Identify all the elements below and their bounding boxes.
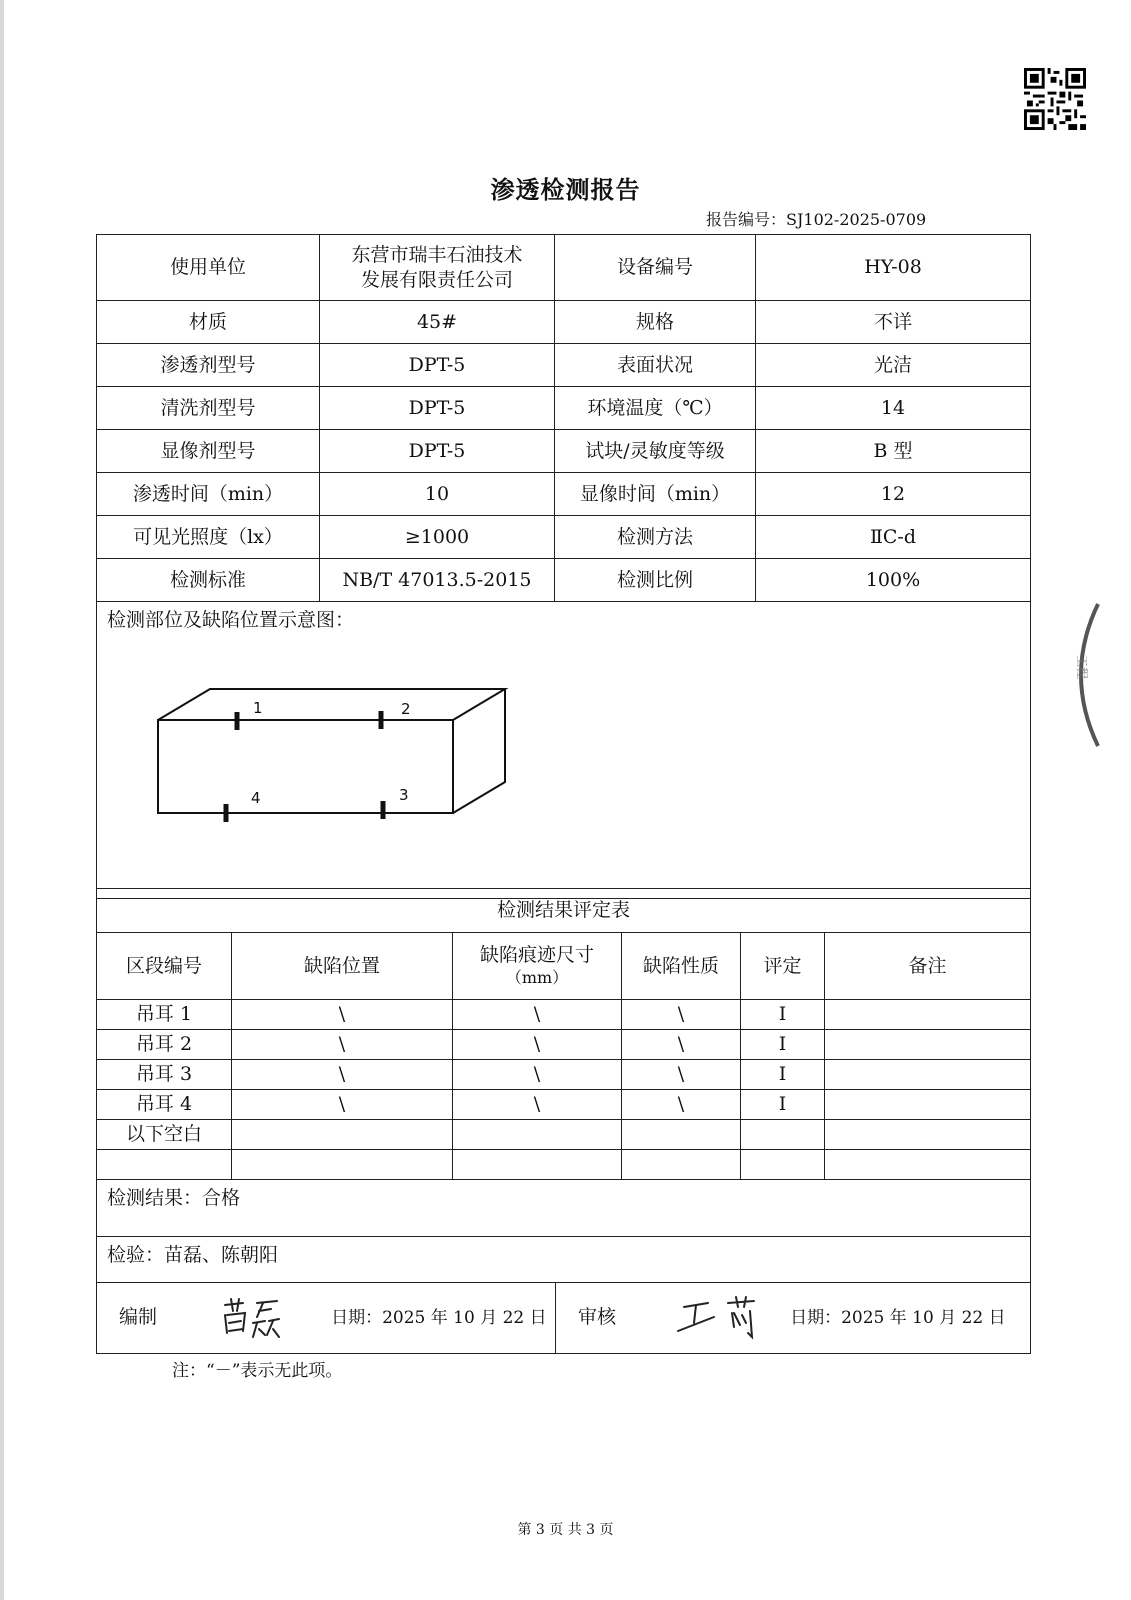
conclusion-text: 检测结果：合格 bbox=[97, 1180, 1031, 1237]
info-label: 检测方法 bbox=[555, 516, 756, 559]
cell-remark bbox=[825, 1000, 1031, 1030]
info-value: 光洁 bbox=[756, 344, 1031, 387]
header-position: 缺陷位置 bbox=[232, 933, 453, 1000]
box-side-face bbox=[453, 689, 505, 813]
reviewed-signature-icon bbox=[674, 1293, 784, 1343]
cell-section: 以下空白 bbox=[97, 1120, 232, 1150]
info-row bbox=[97, 344, 1031, 387]
info-value: 45# bbox=[320, 301, 555, 344]
info-label: 材质 bbox=[97, 301, 320, 344]
marker-4-label: 4 bbox=[251, 789, 261, 807]
cell-section: 吊耳 2 bbox=[97, 1030, 232, 1060]
inspectors-text: 检验：苗磊、陈朝阳 bbox=[97, 1237, 1031, 1283]
info-value-line: 东营市瑞丰石油技术 bbox=[351, 243, 523, 266]
cell-grade bbox=[741, 1120, 825, 1150]
info-value: 100% bbox=[756, 559, 1031, 602]
cell-remark bbox=[825, 1060, 1031, 1090]
seal-stamp-icon bbox=[1068, 600, 1108, 750]
info-label: 表面状况 bbox=[555, 344, 756, 387]
cell-grade: I bbox=[741, 1090, 825, 1120]
cell-section: 吊耳 1 bbox=[97, 1000, 232, 1030]
cell-remark bbox=[825, 1030, 1031, 1060]
info-value: 10 bbox=[320, 473, 555, 516]
info-value bbox=[320, 235, 555, 301]
conclusion-row bbox=[97, 1180, 1031, 1237]
cell-position bbox=[232, 1120, 453, 1150]
info-label: 规格 bbox=[555, 301, 756, 344]
info-value: ≥1000 bbox=[320, 516, 555, 559]
table-row bbox=[97, 1060, 1031, 1090]
prepared-cell bbox=[97, 1283, 556, 1354]
table-row bbox=[97, 1030, 1031, 1060]
lifting-lug-diagram bbox=[153, 688, 513, 838]
cell-position: \ bbox=[232, 1060, 453, 1090]
prepared-date: 日期：2025 年 10 月 22 日 bbox=[331, 1308, 547, 1328]
cell-size: \ bbox=[453, 1090, 622, 1120]
diagram-row bbox=[97, 602, 1031, 899]
info-label: 环境温度（℃） bbox=[555, 387, 756, 430]
info-row bbox=[97, 430, 1031, 473]
cell-size: \ bbox=[453, 1030, 622, 1060]
diagram-cell bbox=[97, 602, 1031, 899]
info-value: DPT-5 bbox=[320, 430, 555, 473]
qr-code-icon bbox=[1024, 68, 1086, 130]
document-title: 渗透检测报告 bbox=[490, 176, 641, 204]
results-title: 检测结果评定表 bbox=[97, 889, 1031, 933]
cell-nature: \ bbox=[622, 1060, 741, 1090]
table-row bbox=[97, 1090, 1031, 1120]
info-row bbox=[97, 559, 1031, 602]
results-title-row bbox=[97, 889, 1031, 933]
cell-remark bbox=[825, 1120, 1031, 1150]
marker-2-label: 2 bbox=[401, 700, 411, 718]
info-value: DPT-5 bbox=[320, 344, 555, 387]
marker-1-label: 1 bbox=[253, 699, 263, 717]
box-top-face bbox=[158, 689, 505, 720]
info-label: 检测比例 bbox=[555, 559, 756, 602]
cell-section: 吊耳 3 bbox=[97, 1060, 232, 1090]
cell-section: 吊耳 4 bbox=[97, 1090, 232, 1120]
cell-nature: \ bbox=[622, 1030, 741, 1060]
info-row bbox=[97, 516, 1031, 559]
info-label: 渗透时间（min） bbox=[97, 473, 320, 516]
cell-grade bbox=[741, 1150, 825, 1180]
cell-grade: I bbox=[741, 1000, 825, 1030]
signoff-row bbox=[97, 1283, 1031, 1354]
cell-position: \ bbox=[232, 1030, 453, 1060]
cell-size: \ bbox=[453, 1060, 622, 1090]
cell-position: \ bbox=[232, 1000, 453, 1030]
inspectors-row bbox=[97, 1237, 1031, 1283]
info-value: B 型 bbox=[756, 430, 1031, 473]
cell-position bbox=[232, 1150, 453, 1180]
page-edge bbox=[0, 0, 4, 1600]
header-remark: 备注 bbox=[825, 933, 1031, 1000]
info-row bbox=[97, 473, 1031, 516]
info-label: 显像时间（min） bbox=[555, 473, 756, 516]
header-section: 区段编号 bbox=[97, 933, 232, 1000]
info-value: 12 bbox=[756, 473, 1031, 516]
info-label: 可见光照度（lx） bbox=[97, 516, 320, 559]
info-value-line: 发展有限责任公司 bbox=[360, 268, 513, 291]
diagram-label: 检测部位及缺陷位置示意图： bbox=[107, 609, 355, 631]
header-grade: 评定 bbox=[741, 933, 825, 1000]
info-label: 显像剂型号 bbox=[97, 430, 320, 473]
info-label: 检测标准 bbox=[97, 559, 320, 602]
header-size-unit: （mm） bbox=[505, 967, 569, 987]
report-number-value: SJ102-2025-0709 bbox=[786, 210, 927, 229]
cell-size bbox=[453, 1120, 622, 1150]
info-value: 14 bbox=[756, 387, 1031, 430]
info-row bbox=[97, 235, 1031, 301]
cell-section bbox=[97, 1150, 232, 1180]
header-nature: 缺陷性质 bbox=[622, 933, 741, 1000]
info-value: ⅡC-d bbox=[756, 516, 1031, 559]
cell-size bbox=[453, 1150, 622, 1180]
cell-nature: \ bbox=[622, 1000, 741, 1030]
info-value: DPT-5 bbox=[320, 387, 555, 430]
signoff-table bbox=[96, 1282, 1031, 1354]
reviewed-label: 审核 bbox=[578, 1306, 617, 1328]
cell-remark bbox=[825, 1150, 1031, 1180]
results-header-row bbox=[97, 933, 1031, 1000]
reviewed-date: 日期：2025 年 10 月 22 日 bbox=[790, 1308, 1006, 1328]
cell-nature: \ bbox=[622, 1090, 741, 1120]
box-front-face bbox=[158, 720, 453, 813]
info-label: 使用单位 bbox=[97, 235, 320, 301]
info-row bbox=[97, 387, 1031, 430]
cell-grade: I bbox=[741, 1030, 825, 1060]
page-footer: 第 3 页 共 3 页 bbox=[517, 1522, 614, 1538]
footnote: 注：“－”表示无此项。 bbox=[172, 1361, 343, 1381]
header-size-line: 缺陷痕迹尺寸 bbox=[479, 944, 594, 967]
info-value: 不详 bbox=[756, 301, 1031, 344]
info-row bbox=[97, 301, 1031, 344]
info-value: HY-08 bbox=[756, 235, 1031, 301]
marker-3-label: 3 bbox=[399, 786, 409, 804]
cell-grade: I bbox=[741, 1060, 825, 1090]
results-table bbox=[96, 888, 1031, 1283]
prepared-signature-icon bbox=[215, 1293, 325, 1343]
cell-nature bbox=[622, 1120, 741, 1150]
info-label: 渗透剂型号 bbox=[97, 344, 320, 387]
cell-nature bbox=[622, 1150, 741, 1180]
header-size bbox=[453, 933, 622, 1000]
reviewed-cell bbox=[556, 1283, 1031, 1354]
cell-position: \ bbox=[232, 1090, 453, 1120]
info-label: 设备编号 bbox=[555, 235, 756, 301]
report-number-label: 报告编号： bbox=[706, 210, 787, 229]
info-label: 试块/灵敏度等级 bbox=[555, 430, 756, 473]
report-number bbox=[706, 207, 926, 230]
info-label: 清洗剂型号 bbox=[97, 387, 320, 430]
table-row bbox=[97, 1000, 1031, 1030]
diagram-area bbox=[107, 608, 1030, 898]
cell-remark bbox=[825, 1090, 1031, 1120]
prepared-label: 编制 bbox=[119, 1306, 158, 1328]
info-table bbox=[96, 234, 1031, 899]
svg-text:工程: 工程 bbox=[1075, 655, 1089, 680]
table-row bbox=[97, 1150, 1031, 1180]
info-value: NB/T 47013.5-2015 bbox=[320, 559, 555, 602]
cell-size: \ bbox=[453, 1000, 622, 1030]
table-row bbox=[97, 1120, 1031, 1150]
